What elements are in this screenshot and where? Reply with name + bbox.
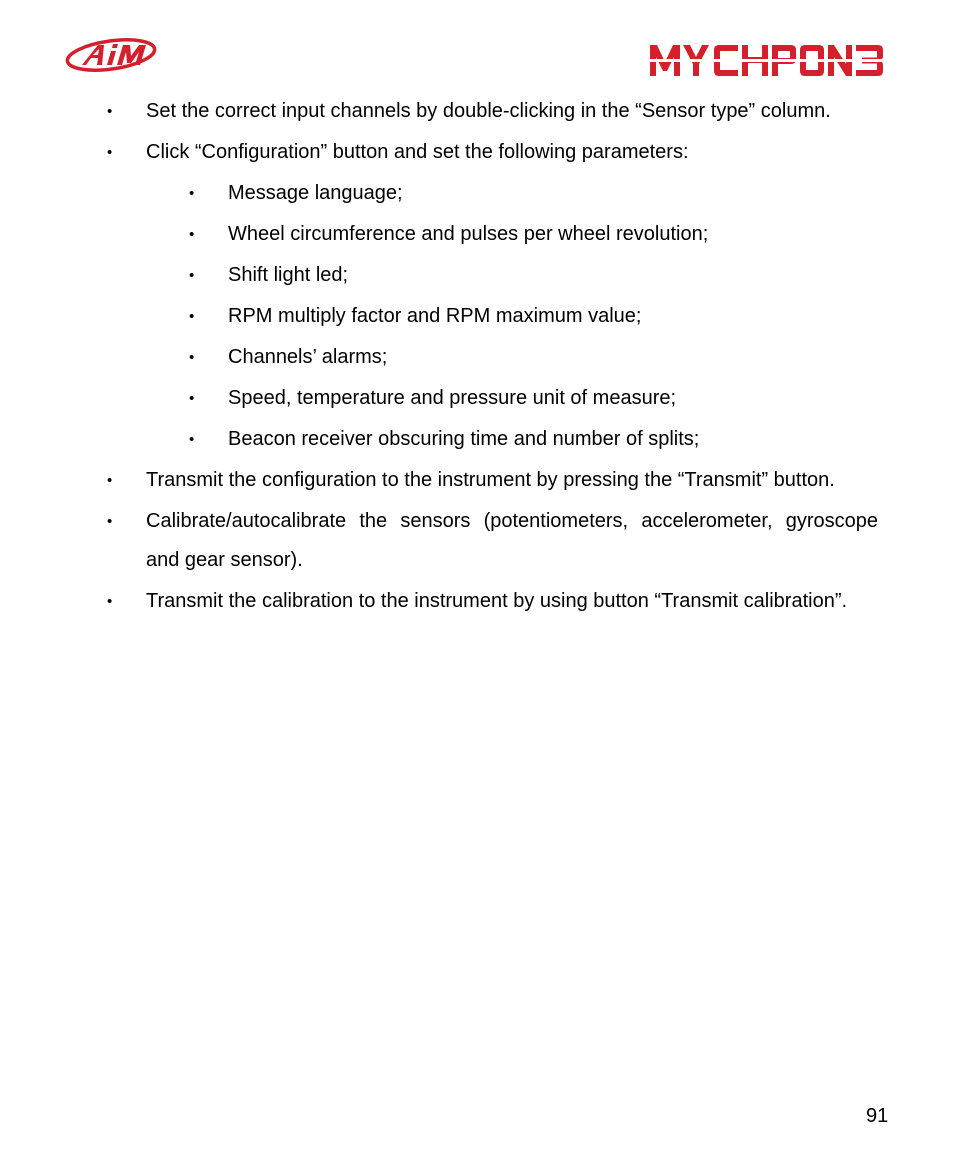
sub-list-item bbox=[0, 256, 878, 295]
aim-logo bbox=[64, 36, 158, 74]
sub-list-item-text: Speed, temperature and pressure unit of measure; bbox=[228, 387, 677, 409]
bullet-icon: • bbox=[107, 103, 113, 120]
list-item-text: Transmit the calibration to the instrument by using button “Transmit calibration”. bbox=[146, 590, 848, 612]
sub-list-item bbox=[0, 297, 878, 336]
page-header bbox=[0, 0, 954, 90]
sub-list-item bbox=[0, 379, 878, 418]
sub-list-item bbox=[0, 215, 878, 254]
sub-list-item bbox=[0, 420, 878, 459]
bullet-icon: • bbox=[189, 308, 195, 325]
bullet-icon: • bbox=[189, 267, 195, 284]
list-item bbox=[0, 582, 878, 621]
page-number: 91 bbox=[866, 1105, 889, 1127]
list-item-text: Calibrate/autocalibrate the sensors (potentiometers, accelerometer, gyroscope and gear sensor). bbox=[146, 510, 878, 571]
sub-list-item bbox=[0, 174, 878, 213]
bullet-icon: • bbox=[107, 513, 113, 530]
bullet-icon: • bbox=[189, 349, 195, 366]
sub-list-item-text: Channels’ alarms; bbox=[228, 346, 388, 368]
list-item bbox=[0, 92, 878, 131]
mychron3-logo bbox=[648, 40, 884, 80]
bullet-icon: • bbox=[107, 472, 113, 489]
bullet-icon: • bbox=[189, 431, 195, 448]
list-item bbox=[0, 461, 878, 500]
instruction-list bbox=[0, 92, 954, 623]
bullet-icon: • bbox=[189, 390, 195, 407]
list-item-text: Set the correct input channels by double-clicking in the “Sensor type” column. bbox=[146, 100, 831, 122]
bullet-icon: • bbox=[189, 226, 195, 243]
list-item bbox=[0, 133, 878, 172]
sub-list-item-text: Beacon receiver obscuring time and number of splits; bbox=[228, 428, 700, 450]
sub-list-item-text: Message language; bbox=[228, 182, 403, 204]
sub-list-item-text: Wheel circumference and pulses per wheel revolution; bbox=[228, 223, 709, 245]
sub-list-item-text: RPM multiply factor and RPM maximum value; bbox=[228, 305, 642, 327]
list-item-text: Transmit the configuration to the instrument by pressing the “Transmit” button. bbox=[146, 469, 835, 491]
bullet-icon: • bbox=[107, 144, 113, 161]
sub-list-item bbox=[0, 338, 878, 377]
sub-list-item-text: Shift light led; bbox=[228, 264, 349, 286]
bullet-icon: • bbox=[189, 185, 195, 202]
list-item-text: Click “Configuration” button and set the following parameters: bbox=[146, 141, 689, 163]
list-item bbox=[0, 502, 878, 580]
bullet-icon: • bbox=[107, 593, 113, 610]
